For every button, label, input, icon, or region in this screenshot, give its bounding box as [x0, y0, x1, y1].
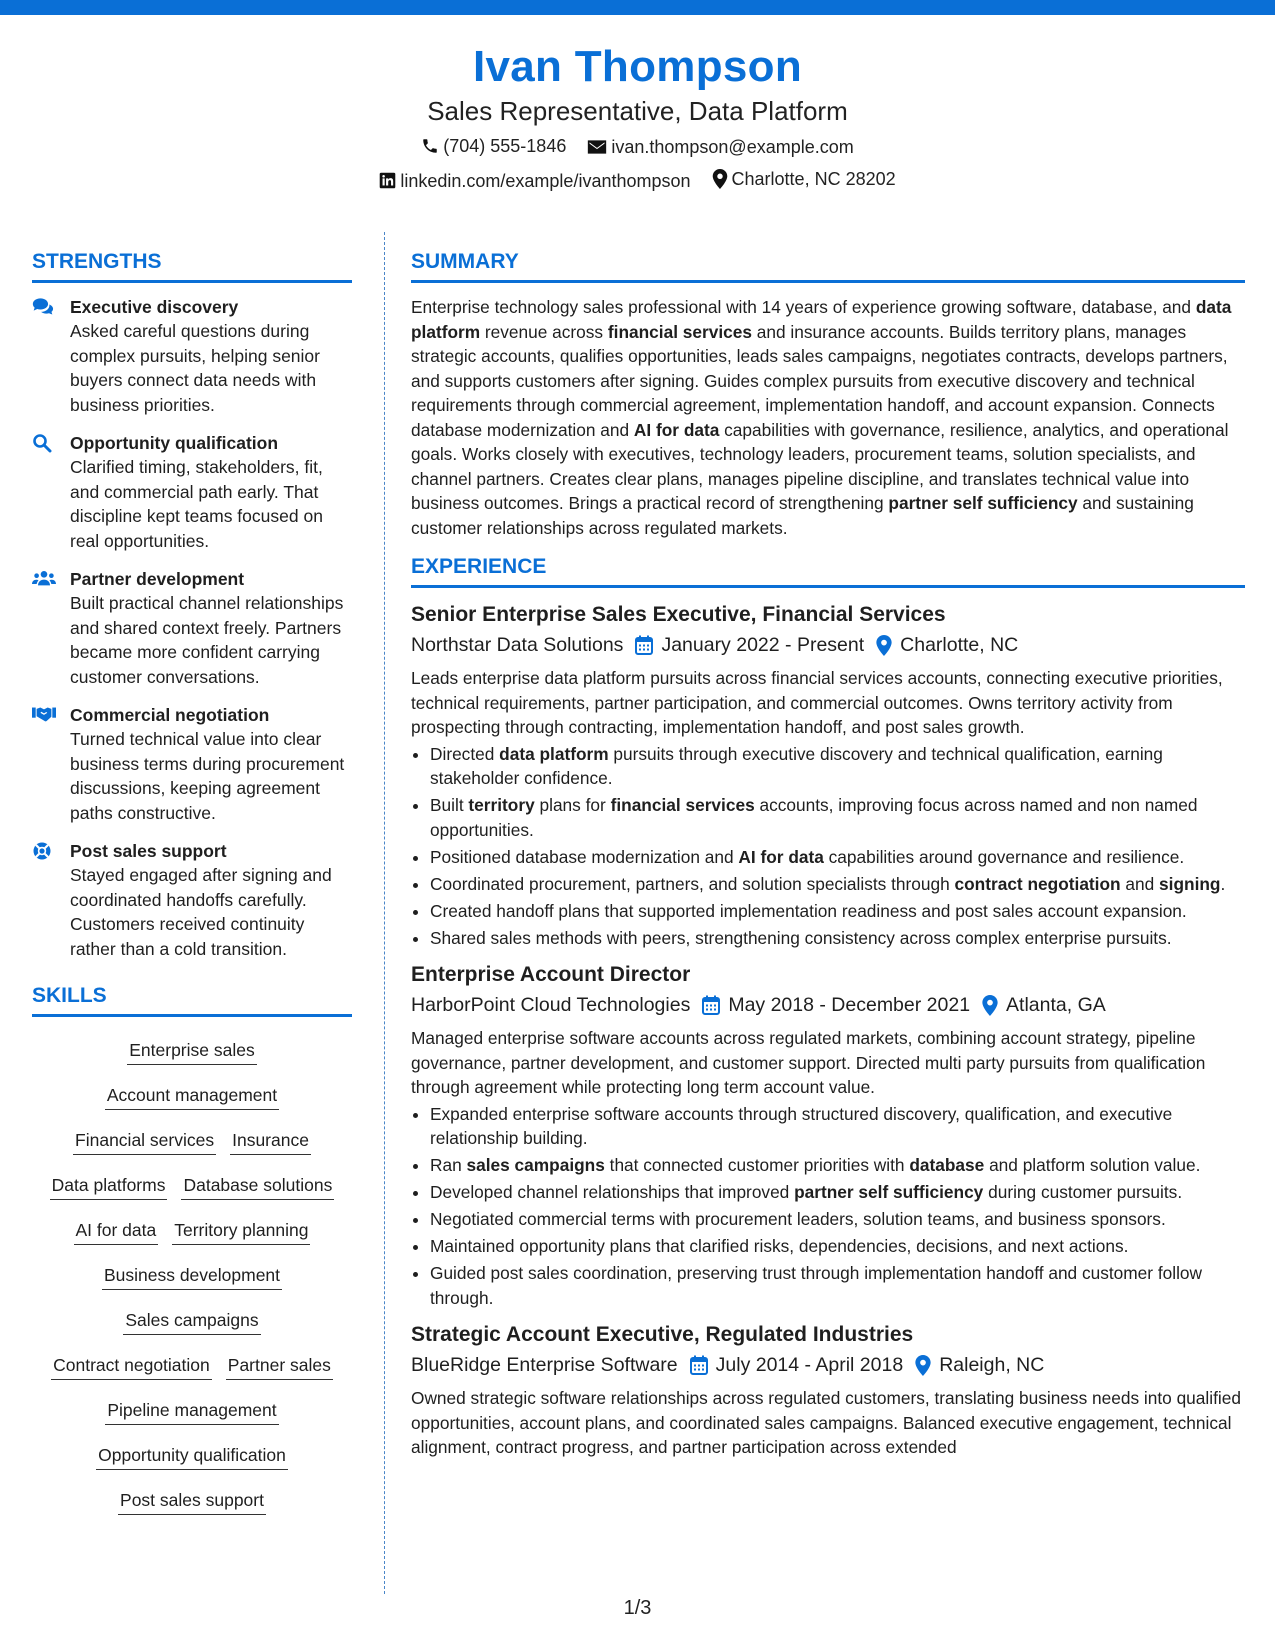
candidate-title: Sales Representative, Data Platform [427, 96, 848, 126]
strength-text [70, 839, 352, 961]
job-bullet: • Developed channel relationships that improved partner self sufficiency during customer pursuits. [430, 1180, 1245, 1205]
strength-text [70, 703, 352, 825]
job-bullet: • Positioned database modernization and AI for data capabilities around governance and resilience. [430, 845, 1245, 870]
job-meta [411, 1350, 1245, 1380]
job-entry [411, 960, 1245, 1310]
strength-item [32, 567, 352, 689]
strength-title: Commercial negotiation [70, 705, 270, 725]
skill-tag: Partner sales [226, 1354, 333, 1380]
skill-row [32, 1254, 352, 1299]
strengths-list [32, 295, 352, 961]
skill-row [32, 1299, 352, 1344]
contact-row-2 [0, 167, 1275, 195]
job-bullet: • Maintained opportunity plans that clarified risks, dependencies, decisions, and next actions. [430, 1234, 1245, 1259]
skill-row [32, 1029, 352, 1074]
life-ring-icon [32, 839, 70, 961]
strength-text [70, 431, 352, 553]
strength-text [70, 295, 352, 417]
job-entry [411, 1320, 1245, 1460]
company-name: Northstar Data Solutions [411, 634, 624, 656]
strengths-heading: STRENGTHS [32, 249, 352, 283]
skill-row [32, 1119, 352, 1164]
job-dates: May 2018 - December 2021 [728, 994, 971, 1016]
map-pin-icon [915, 1355, 931, 1376]
location-contact [712, 167, 896, 191]
job-meta [411, 630, 1245, 660]
skill-tag: Territory planning [172, 1219, 310, 1245]
skill-row [32, 1434, 352, 1479]
strength-item [32, 431, 352, 553]
calendar-icon [635, 635, 653, 655]
job-description: Leads enterprise data platform pursuits across financial services accounts, connecting executive priorities, technical requirements, partner participation, and commercial outcomes. Owns territory activity from prospecting through contracting, implementation handoff, and post sales growth. [411, 668, 1223, 737]
email-contact[interactable] [587, 135, 853, 159]
users-icon [32, 567, 70, 689]
skill-row [32, 1074, 352, 1119]
strength-title: Partner development [70, 569, 245, 589]
skill-tag: Database solutions [181, 1174, 334, 1200]
job-title: Senior Enterprise Sales Executive, Financial Services [411, 603, 946, 626]
job-bullets [411, 742, 1245, 951]
skill-tag: AI for data [74, 1219, 159, 1245]
strength-item [32, 295, 352, 417]
job-description: Managed enterprise software accounts across regulated markets, combining account strategy, pipeline governance, partner development, and customer support. Directed multi party pursuits from qualification through agreement while protecting long term account value. [411, 1028, 1206, 1097]
skill-tag: Financial services [73, 1129, 216, 1155]
search-icon [32, 431, 70, 553]
strength-title: Executive discovery [70, 297, 239, 317]
strength-description: Asked careful questions during complex pursuits, helping senior buyers connect data needs with business priorities. [70, 321, 320, 415]
skill-tag: Pipeline management [105, 1399, 278, 1425]
skill-row [32, 1344, 352, 1389]
company-name: BlueRidge Enterprise Software [411, 1354, 678, 1376]
job-location: Charlotte, NC [900, 634, 1019, 656]
skill-row [32, 1389, 352, 1434]
job-bullet: • Ran sales campaigns that connected customer priorities with database and platform solution value. [430, 1153, 1245, 1178]
phone-text: (704) 555-1846 [443, 136, 567, 156]
skill-tag: Post sales support [118, 1489, 266, 1515]
job-dates: January 2022 - Present [661, 634, 865, 656]
skill-tag: Data platforms [50, 1174, 168, 1200]
company-name: HarborPoint Cloud Technologies [411, 994, 691, 1016]
job-bullet: • Negotiated commercial terms with procurement leaders, solution teams, and business sponsors. [430, 1207, 1245, 1232]
skill-row [32, 1479, 352, 1524]
left-column [32, 249, 352, 1524]
job-bullet: • Coordinated procurement, partners, and solution specialists through contract negotiation and signing. [430, 872, 1245, 897]
job-bullet: • Directed data platform pursuits through executive discovery and technical qualification, earning stakeholder confidence. [430, 742, 1245, 791]
job-bullet: • Created handoff plans that supported implementation readiness and post sales account expansion. [430, 899, 1245, 924]
map-pin-icon [712, 169, 728, 189]
linkedin-icon [379, 172, 396, 189]
envelope-icon [587, 139, 607, 155]
strength-description: Built practical channel relationships and shared context freely. Partners became more confident carrying customer conversations. [70, 593, 344, 687]
job-bullet: • Expanded enterprise software accounts through structured discovery, qualification, and executive relationship building. [430, 1102, 1245, 1151]
skills-list [32, 1029, 352, 1524]
linkedin-contact[interactable] [379, 169, 690, 193]
strength-description: Clarified timing, stakeholders, fit, and commercial path early. That discipline kept teams focused on real opportunities. [70, 457, 323, 551]
strength-description: Turned technical value into clear business terms during procurement discussions, keeping agreement paths constructive. [70, 729, 345, 823]
job-bullet: • Guided post sales coordination, preserving trust through implementation handoff and customer follow through. [430, 1261, 1245, 1310]
calendar-icon [690, 1355, 708, 1375]
map-pin-icon [876, 635, 892, 656]
phone-icon [421, 137, 439, 155]
job-title: Enterprise Account Director [411, 963, 691, 986]
handshake-icon [32, 703, 70, 825]
job-location: Atlanta, GA [1006, 994, 1106, 1016]
job-entry [411, 600, 1245, 950]
email-text[interactable]: ivan.thompson@example.com [611, 137, 854, 157]
job-location: Raleigh, NC [939, 1354, 1045, 1376]
skill-tag: Account management [105, 1084, 279, 1110]
linkedin-text[interactable]: linkedin.com/example/ivanthompson [400, 170, 691, 191]
summary-heading: SUMMARY [411, 249, 1245, 283]
location-text: Charlotte, NC 28202 [731, 169, 896, 189]
experience-list [411, 600, 1245, 1460]
calendar-icon [702, 995, 720, 1015]
strength-description: Stayed engaged after signing and coordinated handoffs carefully. Customers received continuity rather than a cold transition. [70, 865, 332, 959]
skill-tag: Sales campaigns [123, 1309, 260, 1335]
skill-tag: Business development [102, 1264, 282, 1290]
job-bullets [411, 1102, 1245, 1311]
contact-row-1 [0, 134, 1275, 161]
strength-title: Opportunity qualification [70, 433, 279, 453]
page-number: 1/3 [623, 1597, 652, 1619]
map-pin-icon [982, 995, 998, 1016]
skill-tag: Opportunity qualification [96, 1444, 288, 1470]
skill-tag: Contract negotiation [51, 1354, 212, 1380]
skill-tag: Enterprise sales [127, 1039, 256, 1065]
skill-row [32, 1209, 352, 1254]
resume-header [0, 40, 1275, 195]
strength-title: Post sales support [70, 841, 227, 861]
phone-contact [421, 134, 566, 158]
job-description: Owned strategic software relationships across regulated customers, translating business needs into qualified opportunities, account plans, and coordinated sales campaigns. Balanced executive engagement, technical alignment, contract progress, and partner participation across extended [411, 1388, 1241, 1457]
skills-heading: SKILLS [32, 983, 352, 1017]
summary-text: Enterprise technology sales professional with 14 years of experience growing software, database, and data platform revenue across financial services and insurance accounts. Builds territory plans, manages strategic accounts, qualifies opportunities, leads sales campaigns, negotiates contracts, develops partners, and supports customers after signing. Guides complex pursuits from executive discovery and technical requirements through commercial agreement, implementation handoff, and account expansion. Connects database modernization and AI for data capabilities with governance, resilience, analytics, and operational goals. Works closely with executives, technology leaders, procurement teams, solution specialists, and channel partners. Creates clear plans, manages pipeline discipline, and translates technical value into business outcomes. Brings a practical record of strengthening partner self sufficiency and sustaining customer relationships across regulated markets. [411, 297, 1232, 538]
job-bullet: • Shared sales methods with peers, strengthening consistency across complex enterprise pursuits. [430, 926, 1245, 951]
job-dates: July 2014 - April 2018 [715, 1354, 904, 1376]
right-column [411, 249, 1245, 1470]
job-meta [411, 990, 1245, 1020]
column-divider [384, 232, 385, 1594]
candidate-name: Ivan Thompson [472, 42, 803, 91]
job-title: Strategic Account Executive, Regulated Industries [411, 1323, 914, 1346]
skill-tag: Insurance [230, 1129, 311, 1155]
comments-icon [32, 295, 70, 417]
job-bullet: • Built territory plans for financial services accounts, improving focus across named and non named opportunities. [430, 793, 1245, 842]
strength-text [70, 567, 352, 689]
skill-row [32, 1164, 352, 1209]
strength-item [32, 839, 352, 961]
top-accent-bar [0, 0, 1275, 15]
strength-item [32, 703, 352, 825]
experience-heading: EXPERIENCE [411, 554, 1245, 588]
